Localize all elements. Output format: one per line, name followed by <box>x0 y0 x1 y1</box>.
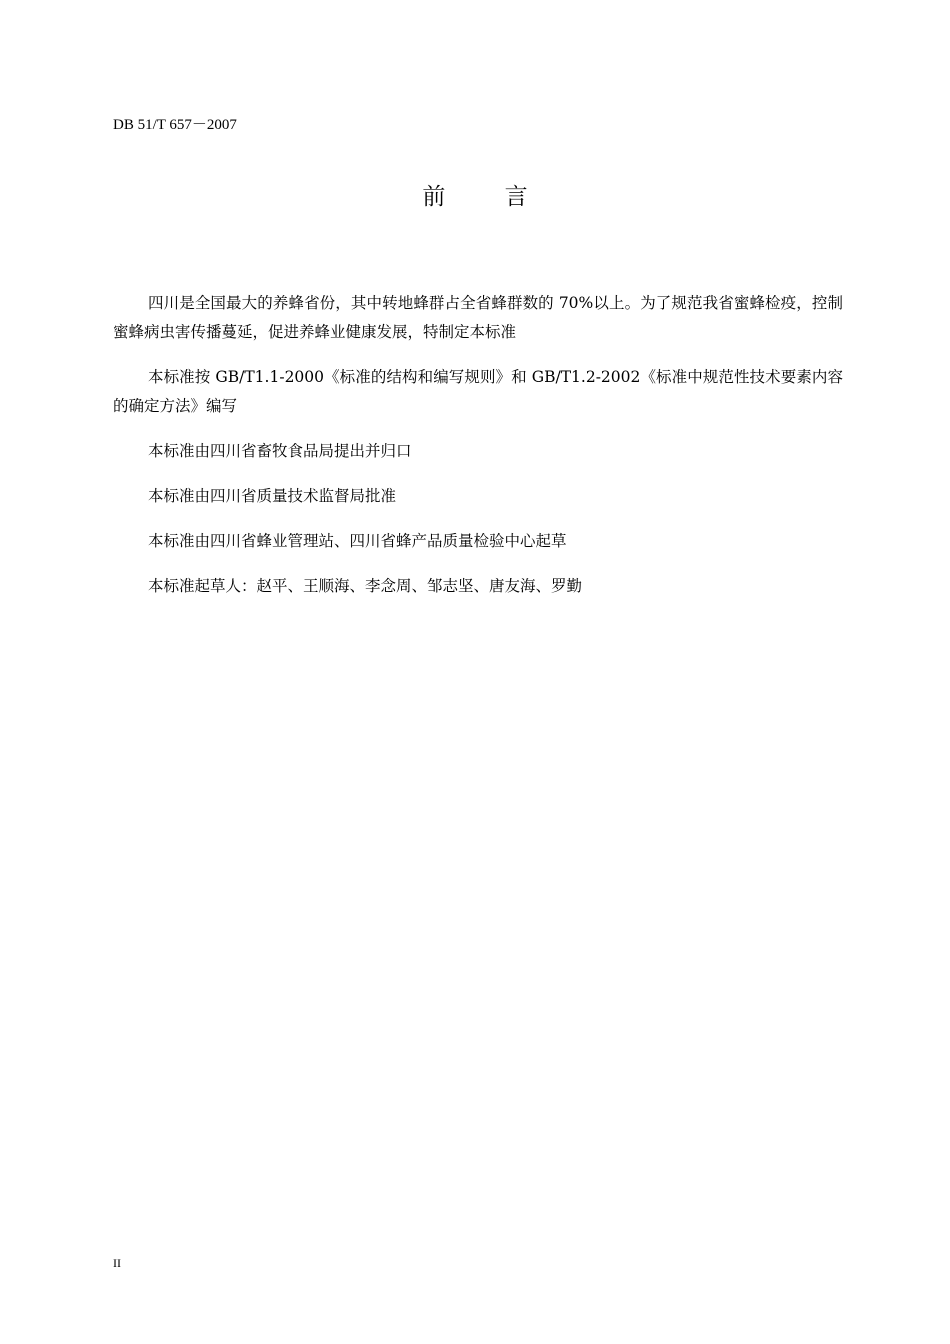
paragraph-drafting-rules: 本标准按 GB/T1.1-2000《标准的结构和编写规则》和 GB/T1.2-2002《标准中规范性技术要素内容的确定方法》编写 <box>113 368 843 415</box>
paragraph-drafters: 本标准起草人：赵平、王顺海、李念周、邹志坚、唐友海、罗勤 <box>148 577 583 595</box>
standard-code: DB 51/T 657－2007 <box>113 117 237 133</box>
page-title: 前 言 <box>422 184 554 210</box>
paragraph-approver: 本标准由四川省质量技术监督局批准 <box>148 487 397 505</box>
paragraph-drafting-units: 本标准由四川省蜂业管理站、四川省蜂产品质量检验中心起草 <box>148 532 567 550</box>
page-number: II <box>113 1256 121 1270</box>
paragraph-proposer: 本标准由四川省畜牧食品局提出并归口 <box>148 442 412 460</box>
paragraph-intro: 四川是全国最大的养蜂省份，其中转地蜂群占全省蜂群数的 70%以上。为了规范我省蜜蜂检疫，控制蜜蜂病虫害传播蔓延，促进养蜂业健康发展，特制定本标准 <box>113 294 843 341</box>
foreword-body <box>113 289 843 617</box>
